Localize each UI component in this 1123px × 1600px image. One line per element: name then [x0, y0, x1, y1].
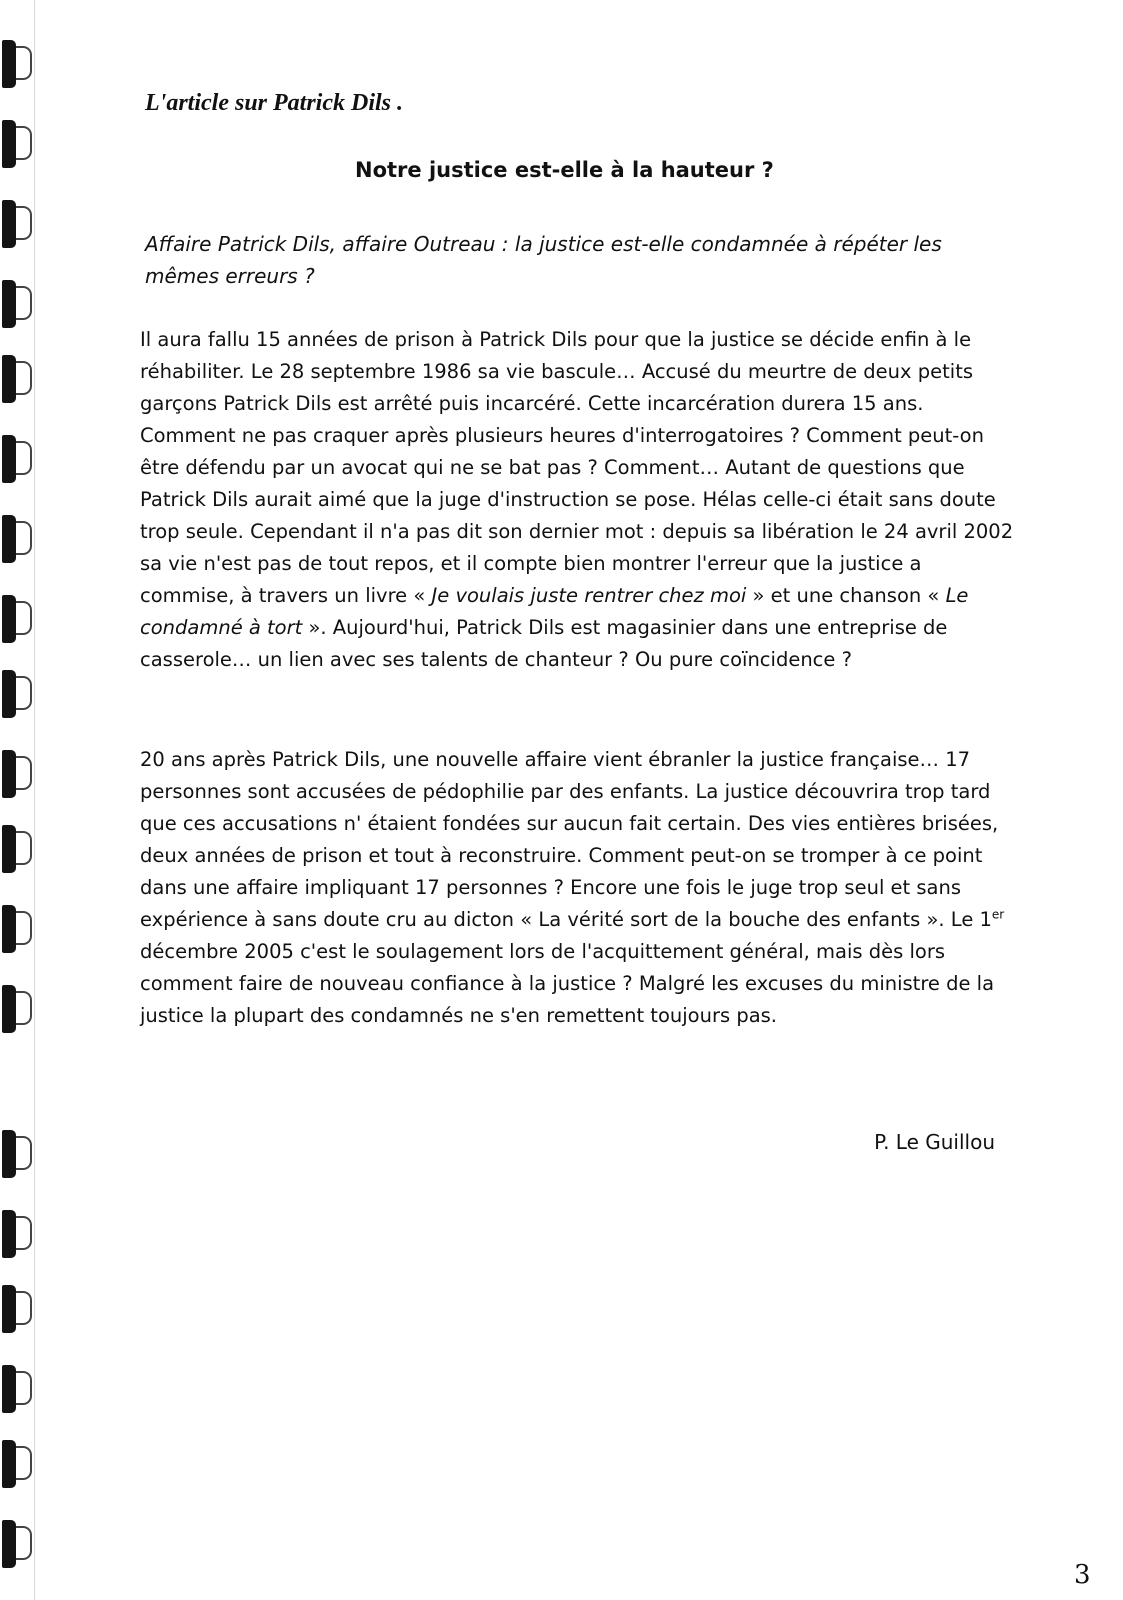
paragraph-outreau [140, 744, 1020, 1032]
binding-ring [2, 825, 16, 873]
binding-ring [2, 905, 16, 953]
binding-ring [2, 120, 16, 168]
author-signature: P. Le Guillou [874, 1130, 995, 1154]
paragraph-text: » et une chanson « [746, 584, 946, 607]
binding-ring [2, 1130, 16, 1178]
paragraph-text: ». Aujourd'hui, Patrick Dils est magasinier dans une entreprise de casserole… un lien avec ses talents de chanteur ? Ou pure coïncidence ? [140, 616, 948, 671]
paragraph-text: Il aura fallu 15 années de prison à Patrick Dils pour que la justice se décide enfin à le réhabiliter. Le 28 septembre 1986 sa vie bascule… Accusé du meurtre de deux petits garçons Patrick Dils est arrêté puis incarcéré. Cette incarcération durera 15 ans. Comment ne pas craquer après plusieurs heures d'interrogatoires ? Comment peut-on être défendu par un avocat qui ne se bat pas ? Comment… Autant de questions que Patrick Dils aurait aimé que la juge d'instruction se pose. Hélas celle-ci était sans doute trop seule. Cependant il n'a pas dit son dernier mot : depuis sa libération le 24 avril 2002 sa vie n'est pas de tout repos, et il compte bien montrer l'erreur que la justice a commise, à travers un livre « [140, 328, 1014, 607]
article-heading: L'article sur Patrick Dils . [145, 90, 403, 116]
binding-ring [2, 280, 16, 328]
binding-ring [2, 1285, 16, 1333]
ordinal-superscript: er [991, 907, 1005, 922]
binding-ring [2, 435, 16, 483]
binding-ring [2, 1520, 16, 1568]
page-edge [34, 0, 35, 1600]
binding-ring [2, 1365, 16, 1413]
binding-ring [2, 750, 16, 798]
article-title: Notre justice est-elle à la hauteur ? [355, 158, 774, 182]
article-intro: Affaire Patrick Dils, affaire Outreau : la justice est-elle condamnée à répéter les mêmes erreurs ? [145, 232, 942, 288]
binding-ring [2, 40, 16, 88]
song-title: Le condamné à tort [140, 584, 969, 639]
paragraph-text: décembre 2005 c'est le soulagement lors de l'acquittement général, mais dès lors comment faire de nouveau confiance à la justice ? Malgré les excuses du ministre de la justice la plupart des condamnés ne s'en remettent toujours pas. [140, 940, 995, 1027]
paragraph-text: 20 ans après Patrick Dils, une nouvelle affaire vient ébranler la justice française… 17 personnes sont accusées de pédophilie par des enfants. La justice découvrira trop tard que ces accusations n' étaient fondées sur aucun fait certain. Des vies entières brisées, deux années de prison et tout à reconstruire. Comment peut-on se tromper à ce point dans une affaire impliquant 17 personnes ? Encore une fois le juge trop seul et sans expérience à sans doute cru au dicton « La vérité sort de la bouche des enfants ». Le 1 [140, 748, 999, 931]
book-title: Je voulais juste rentrer chez moi [431, 584, 747, 607]
binding-ring [2, 1210, 16, 1258]
page-number: 3 [1074, 1560, 1091, 1590]
binding-ring [2, 355, 16, 403]
binding-ring [2, 595, 16, 643]
binding-ring [2, 985, 16, 1033]
paragraph-dils [140, 324, 1020, 676]
binding-ring [2, 1440, 16, 1488]
binding-ring [2, 670, 16, 718]
binding-ring [2, 515, 16, 563]
binding-ring [2, 200, 16, 248]
